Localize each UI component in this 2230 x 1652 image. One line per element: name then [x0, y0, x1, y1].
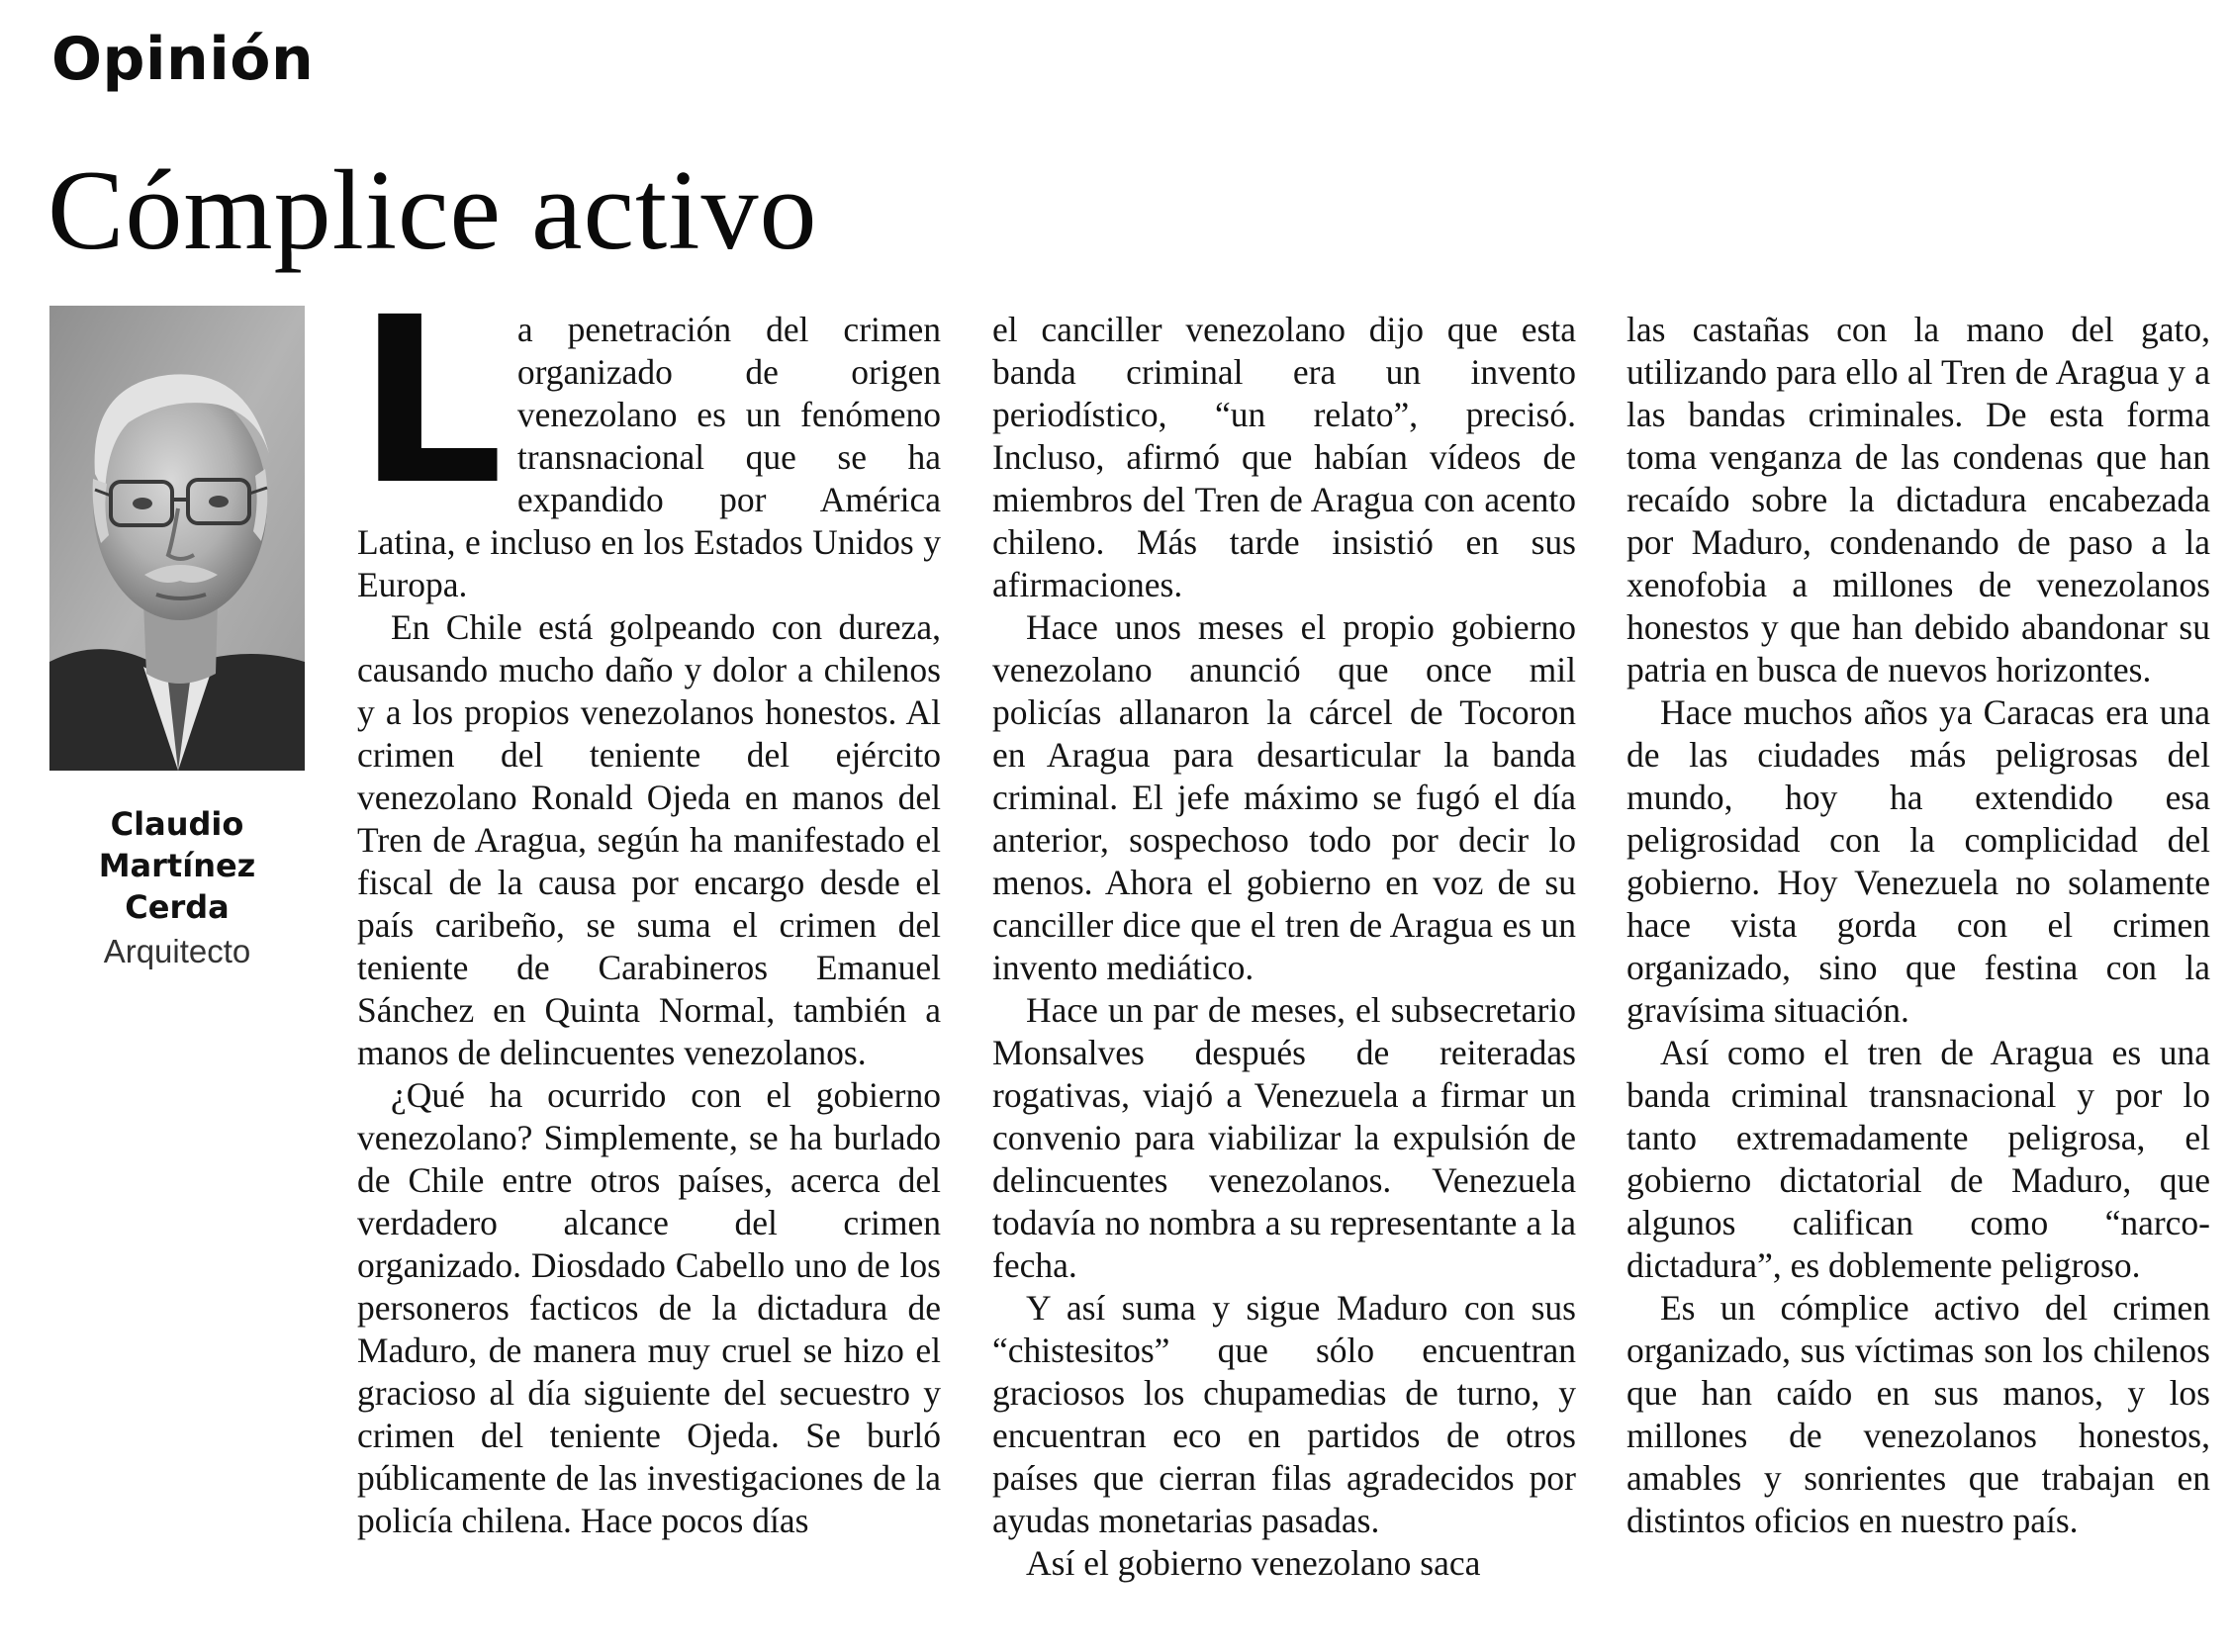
- article-paragraph: En Chile está golpeando con dureza, causando mucho daño y dolor a chilenos y a los propios venezolanos honestos. Al crimen del teniente del ejército venezolano Ronald Ojeda en manos del Tren de Aragua, según ha manifestado el fiscal de la causa por encargo desde el país caribeño, se suma el crimen del teniente de Carabineros Emanuel Sánchez en Quinta Normal, también a manos de delincuentes venezolanos.: [357, 607, 941, 1072]
- section-label: Opinión: [51, 25, 315, 94]
- article-paragraph: Hace muchos años ya Caracas era una de las ciudades más peligrosas del mundo, hoy ha extendido esa peligrosidad con la complicidad del gobierno. Hoy Venezuela no solamente hace vista gorda con el crimen organizado, sino que festina con la gravísima situación.: [1626, 692, 2210, 1030]
- article-column-1: [357, 309, 941, 1650]
- author-role: Arquitecto: [103, 933, 251, 969]
- author-first-name: Claudio: [110, 805, 244, 843]
- author-photo: [49, 306, 305, 771]
- article-paragraph: Así como el tren de Aragua es una banda criminal transnacional y por lo tanto extremadamente peligrosa, el gobierno dictatorial de Maduro, que algunos califican como “narco-dictadura”, es doblemente peligroso.: [1626, 1033, 2210, 1285]
- author-byline: [36, 803, 319, 973]
- article-paragraph: ¿Qué ha ocurrido con el gobierno venezolano? Simplemente, se ha burlado de Chile entre otros países, acerca del verdadero alcance del crimen organizado. Diosdado Cabello uno de los personeros facticos de la dictadura de Maduro, de manera muy cruel se hizo el gracioso al día siguiente del secuestro y crimen del teniente Ojeda. Se burló públicamente de las investigaciones de la policía chilena. Hace pocos días: [357, 1075, 941, 1540]
- drop-cap: L: [357, 309, 504, 535]
- article-paragraph: La penetración del crimen organizado de origen venezolano es un fenómeno transnacional que se ha expandido por América Latina, e incluso en los Estados Unidos y Europa.: [357, 309, 941, 604]
- article-paragraph: Así el gobierno venezolano saca: [1026, 1543, 1481, 1583]
- article-paragraph: Hace unos meses el propio gobierno venezolano anunció que once mil policías allanaron la cárcel de Tocoron en Aragua para desarticular la banda criminal. El jefe máximo se fugó el día anterior, sospechoso todo por decir lo menos. Ahora el gobierno en voz de su canciller dice que el tren de Aragua es un invento mediático.: [992, 607, 1576, 987]
- article-paragraph: las castañas con la mano del gato, utilizando para ello al Tren de Aragua y a las bandas criminales. De esta forma toma venganza de las condenas que han recaído sobre la dictadura encabezada por Maduro, condenando de paso a la xenofobia a millones de venezolanos honestos y que han debido abandonar su patria en busca de nuevos horizontes.: [1626, 310, 2210, 689]
- article-paragraph: Es un cómplice activo del crimen organizado, sus víctimas son los chilenos que han caído en sus manos, y los millones de venezolanos honestos, amables y sonrientes que trabajan en distintos oficios en nuestro país.: [1626, 1288, 2210, 1540]
- article-paragraph: el canciller venezolano dijo que esta banda criminal era un invento periodístico, “un relato”, precisó. Incluso, afirmó que habían vídeos de miembros del Tren de Aragua con acento chileno. Más tarde insistió en sus afirmaciones.: [992, 310, 1576, 604]
- article-paragraph: Y así suma y sigue Maduro con sus “chistesitos” que sólo encuentran graciosos los chupamedias de turno, y encuentran eco en partidos de otros países que cierran filas agradecidos por ayudas monetarias pasadas.: [992, 1288, 1576, 1540]
- author-last-name: Cerda: [125, 888, 230, 926]
- author-middle-name: Martínez: [98, 847, 256, 884]
- article-column-3: [1626, 309, 2210, 1650]
- article-paragraph: Hace un par de meses, el subsecretario Monsalves después de reiteradas rogativas, viajó a Venezuela a firmar un convenio para viabilizar la expulsión de delincuentes venezolanos. Venezuela todavía no nombra a su representante a la fecha.: [992, 990, 1576, 1285]
- article-column-2: [992, 309, 1576, 1650]
- headline: Cómplice activo: [47, 147, 818, 274]
